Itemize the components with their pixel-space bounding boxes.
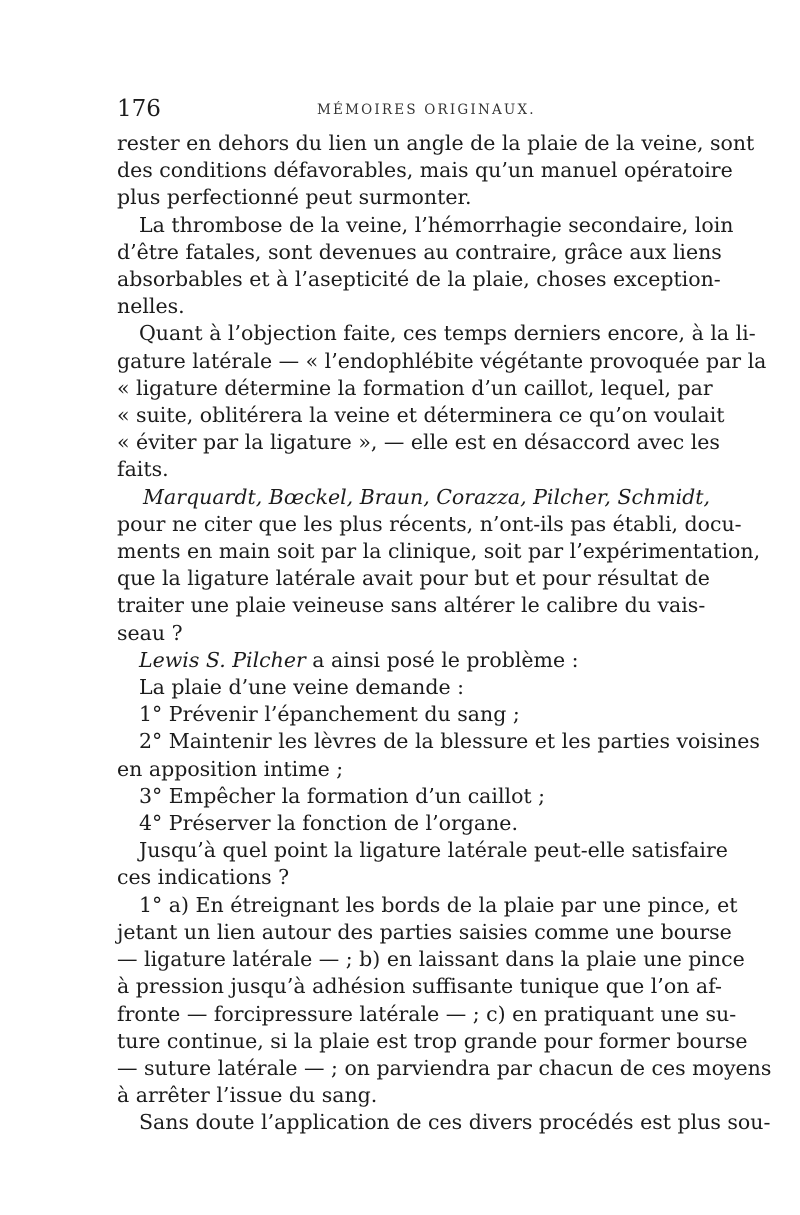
text-line: nelles. [117, 294, 185, 319]
text-line: à pression jusqu’à adhésion suffisante tunique que l’on af- [117, 974, 722, 999]
text-line: « suite, oblitérera la veine et déterminera ce qu’on voulait [117, 403, 725, 428]
text-line: 4° Préserver la fonction de l’organe. [139, 811, 518, 836]
text-line: — ligature latérale — ; b) en laissant dans la plaie une pince [117, 947, 745, 972]
text-line: des conditions défavorables, mais qu’un manuel opératoire [117, 158, 733, 183]
text-line: que la ligature latérale avait pour but et pour résultat de [117, 566, 710, 591]
text-line [117, 647, 687, 674]
line-text: a ainsi posé le problème : [305, 647, 579, 672]
page-header [117, 96, 687, 126]
author-name: Lewis S. Pilcher [139, 647, 306, 672]
text-line: fronte — forcipressure latérale — ; c) en pratiquant une su- [117, 1001, 737, 1026]
text-line: rester en dehors du lien un angle de la plaie de la veine, sont [117, 131, 755, 155]
text-line: jetant un lien autour des parties saisies comme une bourse [117, 919, 732, 944]
page-number: 176 [117, 96, 161, 122]
body-text [117, 130, 772, 1137]
running-title: MÉMOIRES ORIGINAUX. [317, 102, 536, 118]
text-line: absorbables et à l’asepticité de la plaie, choses exception- [117, 267, 721, 292]
text-line: ces indications ? [117, 865, 290, 890]
text-line: faits. [117, 457, 169, 482]
text-line [117, 484, 711, 511]
text-line: traiter une plaie veineuse sans altérer le calibre du vais- [117, 593, 706, 618]
text-line: « ligature détermine la formation d’un caillot, lequel, par [117, 375, 713, 400]
text-line: La plaie d’une veine demande : [139, 675, 465, 700]
text-line: ments en main soit par la clinique, soit par l’expérimentation, [117, 539, 761, 564]
text-line: — suture latérale — ; on parviendra par chacun de ces moyens [117, 1055, 772, 1080]
text-line: ture continue, si la plaie est trop grande pour former bourse [117, 1028, 748, 1053]
text-line: « éviter par la ligature », — elle est en désaccord avec les [117, 430, 720, 455]
text-line: pour ne citer que les plus récents, n’ont-ils pas établi, docu- [117, 511, 742, 536]
text-line: seau ? [117, 620, 183, 645]
text-line: 3° Empêcher la formation d’un caillot ; [139, 783, 546, 808]
text-line: à arrêter l’issue du sang. [117, 1083, 378, 1108]
text-line: plus perfectionné peut surmonter. [117, 185, 472, 210]
text-line: Jusqu’à quel point la ligature latérale peut-elle satisfaire [139, 838, 728, 863]
text-line: 2° Maintenir les lèvres de la blessure et les parties voisines [139, 729, 760, 754]
text-line: 1° Prévenir l’épanchement du sang ; [139, 702, 520, 727]
text-line: en apposition intime ; [117, 756, 344, 781]
text-line: gature latérale — « l’endophlébite végétante provoquée par la [117, 348, 767, 373]
text-line: La thrombose de la veine, l’hémorrhagie secondaire, loin [139, 212, 734, 237]
cited-authors: Marquardt, Bœckel, Braun, Corazza, Pilcher, Schmidt, [143, 484, 711, 509]
text-line: Sans doute l’application de ces divers procédés est plus sou- [139, 1110, 771, 1135]
text-line: d’être fatales, sont devenues au contraire, grâce aux liens [117, 239, 722, 264]
text-line: 1° a) En étreignant les bords de la plaie par une pince, et [139, 892, 738, 917]
text-line: Quant à l’objection faite, ces temps derniers encore, à la li- [139, 321, 756, 346]
